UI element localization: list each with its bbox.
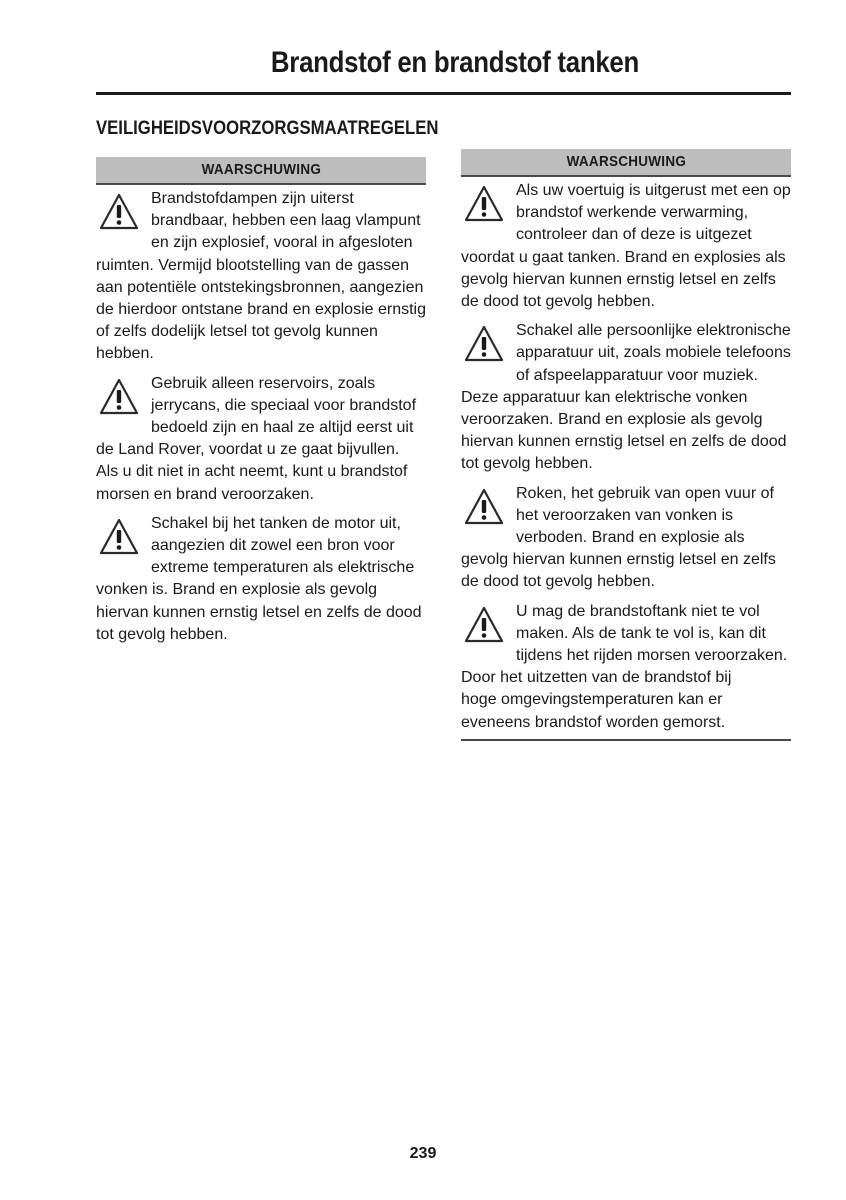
right-warnings — [461, 180, 791, 734]
warning-heading-left: WAARSCHUWING — [96, 157, 426, 185]
warning-line: tot gevolg hebben. — [461, 455, 593, 473]
warning-line: de hierdoor ontstane brand en explosie ernstig — [96, 301, 426, 319]
warning-text — [96, 188, 426, 366]
warning-line-indented: Roken, het gebruik van open vuur of — [516, 484, 774, 502]
warning-line: Als u dit niet in acht neemt, kunt u brandstof — [96, 463, 408, 481]
warning-line: de dood tot gevolg hebben. — [461, 293, 655, 311]
warning-line: gevolg hiervan kunnen ernstig letsel en zelfs — [461, 270, 776, 288]
warning-line: de dood tot gevolg hebben. — [461, 573, 655, 591]
warning-text — [461, 601, 791, 734]
warning-line-indented: Schakel alle persoonlijke elektronische — [516, 322, 791, 340]
warning-triangle-icon — [463, 487, 505, 527]
warning-triangle-icon — [463, 324, 505, 364]
warning-text — [461, 180, 791, 313]
warning-block — [461, 320, 791, 475]
warning-line-indented: en zijn explosief, vooral in afgesloten — [151, 234, 413, 252]
warning-line: morsen en brand veroorzaken. — [96, 485, 314, 503]
warning-line-indented: verboden. Brand en explosie als — [516, 529, 745, 547]
warning-line: hebben. — [96, 345, 154, 363]
warning-line-indented: maken. Als de tank te vol is, kan dit — [516, 624, 766, 642]
warning-line-indented: Brandstofdampen zijn uiterst — [151, 190, 354, 207]
warning-line-indented: apparatuur uit, zoals mobiele telefoons — [516, 344, 791, 362]
warning-line: gevolg hiervan kunnen ernstig letsel en zelfs — [461, 551, 776, 569]
warning-line: of zelfs dodelijk letsel tot gevolg kunnen — [96, 323, 378, 341]
warning-line: hiervan kunnen ernstig letsel en zelfs de dood — [461, 433, 787, 451]
page-title: Brandstof en brandstof tanken — [270, 46, 639, 79]
warning-text — [96, 513, 426, 646]
warning-line-indented: brandbaar, hebben een laag vlampunt — [151, 212, 421, 230]
warning-line-indented: extreme temperaturen als elektrische — [151, 559, 415, 577]
warning-block — [96, 513, 426, 646]
warning-line: tot gevolg hebben. — [96, 625, 228, 643]
warning-line: aan potentiële ontstekingsbronnen, aangezien — [96, 278, 424, 296]
warning-triangle-icon — [463, 184, 505, 224]
warning-triangle-icon — [98, 517, 140, 557]
warning-text — [461, 483, 791, 594]
warning-block — [96, 373, 426, 506]
warning-text — [461, 320, 791, 475]
warning-line: Deze apparatuur kan elektrische vonken — [461, 388, 748, 406]
warning-line-indented: U mag de brandstoftank niet te vol — [516, 602, 760, 620]
section-title: VEILIGHEIDSVOORZORGSMAATREGELEN — [96, 118, 439, 139]
warning-line: voordat u gaat tanken. Brand en explosies als — [461, 248, 786, 266]
warning-line-indented: Schakel bij het tanken de motor uit, — [151, 514, 401, 532]
warning-line-indented: aangezien dit zowel een bron voor — [151, 537, 395, 555]
page-number: 239 — [409, 1145, 437, 1162]
warning-block — [96, 188, 426, 366]
right-column — [461, 149, 791, 741]
warning-line-indented: tijdens het rijden morsen veroorzaken. — [516, 647, 788, 665]
warning-line: de Land Rover, voordat u ze gaat bijvullen. — [96, 441, 400, 459]
warning-triangle-icon — [463, 605, 505, 645]
title-rule — [96, 92, 791, 95]
warning-line-indented: brandstof werkende verwarming, — [516, 204, 749, 222]
warning-line: veroorzaken. Brand en explosie als gevolg — [461, 411, 763, 429]
warning-line-indented: of afspeelapparatuur voor muziek. — [516, 366, 758, 384]
warning-block — [461, 180, 791, 313]
warning-line-indented: het veroorzaken van vonken is — [516, 506, 734, 524]
warning-block — [461, 483, 791, 594]
warning-line: hoge omgevingstemperaturen kan er — [461, 691, 723, 709]
warning-block — [461, 601, 791, 734]
warning-line: Door het uitzetten van de brandstof bij — [461, 669, 732, 687]
left-column — [96, 157, 426, 646]
warning-triangle-icon — [98, 192, 140, 232]
warning-line-indented: bedoeld zijn en haal ze altijd eerst uit — [151, 419, 414, 437]
warning-line: eveneens brandstof worden gemorst. — [461, 713, 726, 731]
warning-line-indented: Gebruik alleen reservoirs, zoals — [151, 374, 376, 392]
warning-line: hiervan kunnen ernstig letsel en zelfs de dood — [96, 603, 422, 621]
right-column-end-rule — [461, 739, 791, 741]
warning-text — [96, 373, 426, 506]
warning-line-indented: jerrycans, die speciaal voor brandstof — [151, 396, 417, 414]
left-warnings — [96, 188, 426, 646]
warning-line-indented: controleer dan of deze is uitgezet — [516, 226, 752, 244]
warning-triangle-icon — [98, 377, 140, 417]
warning-line: ruimten. Vermijd blootstelling van de gassen — [96, 256, 410, 274]
warning-heading-right: WAARSCHUWING — [461, 149, 791, 177]
warning-line: vonken is. Brand en explosie als gevolg — [96, 581, 378, 599]
warning-line-indented: Als uw voertuig is uitgerust met een op — [516, 182, 791, 199]
